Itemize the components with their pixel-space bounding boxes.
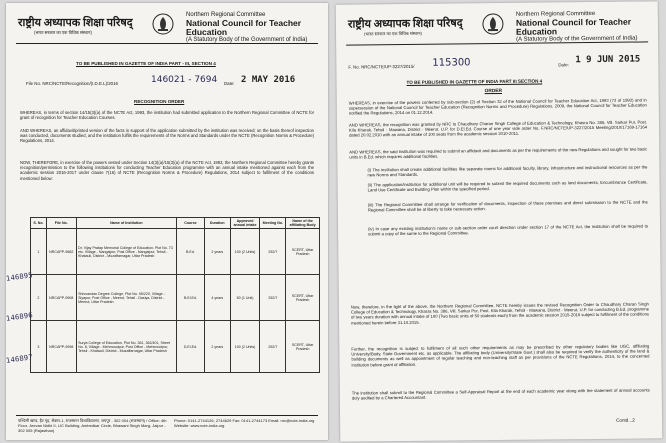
cell: B.El.Ed. bbox=[177, 275, 205, 321]
cell: 100 (2 Units) bbox=[230, 229, 260, 275]
paragraph-self-appraisal: The institution shall submit to the Regional Committee a Self-Appraisal Report at the end of each academic year along with the statement of annual accounts duly audited by a Chartered Accountant. bbox=[351, 387, 650, 401]
date-stamp: 2 MAY 2016 bbox=[241, 75, 296, 85]
handwritten-reference: 146021 - 7694 bbox=[151, 75, 218, 85]
date-label: Date: bbox=[558, 62, 569, 68]
document-page-2 bbox=[336, 1, 663, 441]
table-row bbox=[31, 275, 320, 321]
hindi-title: राष्ट्रीय अध्यापक शिक्षा परिषद् bbox=[347, 17, 463, 31]
col-intake: Approved annual intake bbox=[230, 218, 260, 229]
paragraph-1: WHEREAS, in terms of section 14/15(3)(a) of the NCTE Act, 1993, the institution had submitted application to the Northern Regional Committee of NCTE for grant of recognition for Teacher Education Courses. bbox=[20, 110, 314, 121]
cell: NRCAPP-9908 bbox=[46, 275, 76, 321]
col-affiliating-body: Name of the affiliating Body bbox=[286, 218, 320, 229]
english-letterhead bbox=[186, 12, 324, 44]
recognition-table bbox=[30, 217, 320, 373]
header-rule bbox=[16, 43, 318, 44]
col-file-no: File No. bbox=[46, 218, 76, 229]
cell: D.El.Ed. bbox=[177, 321, 205, 373]
condition-4: (iv) In case any existing institution's name or sub-section order court direction under section 17 of the NCTE Act, the institution shall be required to submit a copy of the same to the Regional Committee. bbox=[368, 223, 649, 237]
cell: 100 (2 Units) bbox=[230, 321, 260, 373]
margin-note-1: 146895 bbox=[6, 271, 34, 283]
paragraph-further: Further, the recognition is subject to fulfilment of all such other requirements as may be prescribed by other regulatory bodies like UGC, affiliating University/Body, State Government etc. as applicable. The affiliating body (University/State Govt.) shall also be required to verify the authenticity of the land & building documents as well as appointment of regular teaching and non-teaching staff as per provisions of the NCTE Regulations, 2014, to the concerned institution before grant of affiliation. bbox=[351, 343, 650, 368]
file-number: F. No. NRC/NCTE/UP-3227/2015/ bbox=[348, 63, 415, 70]
cell: 252/7 bbox=[260, 275, 286, 321]
cell: NRCAPP-9998 bbox=[46, 321, 76, 373]
cell: SCERT, Uttar Pradesh bbox=[286, 229, 320, 275]
gazette-line: TO BE PUBLISHED IN GAZETTE OF INDIA PART III SECTION 4 bbox=[406, 78, 543, 85]
document-page-1 bbox=[6, 3, 328, 440]
cell: 252/7 bbox=[260, 229, 286, 275]
order-title: RECOGNITION ORDER bbox=[134, 99, 185, 104]
cell: SCERT, Uttar Pradesh bbox=[286, 321, 320, 373]
cell: 2 years bbox=[204, 321, 230, 373]
cell: 1 bbox=[31, 229, 47, 275]
region-name: Northern Regional Committee bbox=[515, 10, 596, 18]
margin-note-2: 146896 bbox=[6, 311, 34, 323]
paragraph-2: AND WHEREAS, the recognition was granted by NRC to Chaudhary Charan Singh College of Education & Technology, Khasra No. 386, Vill. Sarkar Pur, Post. Kila Kharak, Tehsil - Mawana, District - Meerut, U.P. for D.El.Ed. Course of one year vide order No. F.NRC/NCTE/UP-3227/2015 Meeting/2010/17169-17164 dated 20.02.2010 with an annual intake of 100 seats from the academic session 2010-2011. bbox=[348, 119, 648, 138]
condition-2: (ii) The application/institution for additional unit will be required to submit the required documents such as land documents, Encumbrance Certificate, Land Use Certificate and Building Plan within the specified period. bbox=[367, 179, 648, 193]
condition-3: (iii) The Regional Committee shall arrange for verification of documents, inspection of these premises and direct submission to the NCTE and the Regional Committee shall be at liberty to take necessary action. bbox=[367, 199, 648, 213]
cell: 2 years bbox=[204, 229, 230, 275]
col-sno: S. No. bbox=[31, 218, 47, 229]
hindi-title: राष्ट्रीय अध्यापक शिक्षा परिषद् bbox=[18, 17, 133, 29]
letterhead bbox=[336, 5, 658, 42]
english-letterhead bbox=[516, 10, 654, 43]
margin-note-3: 146897 bbox=[6, 353, 34, 365]
org-subtitle: (A Statutory Body of the Government of India) bbox=[186, 37, 308, 43]
date-label: Date: bbox=[224, 81, 235, 86]
hindi-subtitle: (भारत सरकार का एक विधिक संस्थान) bbox=[34, 30, 92, 35]
table-row bbox=[31, 229, 320, 275]
col-institution: Name of Institution bbox=[76, 218, 176, 229]
cell: SCERT, Uttar Pradesh bbox=[286, 275, 320, 321]
ncte-emblem-icon bbox=[482, 13, 504, 35]
ncte-emblem-icon bbox=[152, 13, 174, 35]
footer-rule bbox=[16, 415, 318, 416]
order-title: ORDER bbox=[484, 88, 502, 95]
cell: 3 bbox=[31, 321, 47, 373]
handwritten-reference: 115300 bbox=[432, 57, 471, 69]
paragraph-2: AND WHEREAS, an affidavit/printed version of the facts in support of the application submitted by the institution was received; on the basis thereof inspection was conducted, documents studied, and the institution fulfils the requirements of the Norms and Standards under the NCTE (Recognition Norms & Procedure) Regulations, 2014. bbox=[20, 128, 314, 144]
condition-1: (i) The institution shall create additional facilities like separate rooms for additional faculty, library, infrastructure and instructional resources as per the new Norms and Standards. bbox=[367, 164, 648, 178]
paragraph-1: WHEREAS, in exercise of the powers conferred by sub-section (2) of Section 32 of the National Council for Teacher Education Act, 1993 (73 of 1993) and in supersession of the National Council for Teacher Education (Recognition Norms and Procedure) Regulations, 2009, the National Council for Teacher Education notified the Regulations, 2014 on 01.12.2014. bbox=[348, 97, 647, 116]
region-name: Northern Regional Committee bbox=[186, 12, 266, 18]
col-meeting: Meeting No. bbox=[260, 218, 286, 229]
org-name: National Council for Teacher Education bbox=[515, 16, 632, 37]
hindi-subtitle: (भारत सरकार का एक विधिक संस्थान) bbox=[364, 30, 422, 37]
col-duration: Duration bbox=[204, 218, 230, 229]
paragraph-3: AND WHEREAS, the said institution was required to submit an affidavit and documents as per the requirements of the new Regulations and sought for two basic units in B.Ed. which requires additional facilities. bbox=[349, 146, 648, 160]
cell: Dr. Vijay Pratap Memorial College of Education, Plot No. 73 etc. Village - Nangalpur, Post Office - Nangalpur, Tehsil - Khatauli, District - Muzaffarnagar, Uttar Pradesh bbox=[76, 229, 176, 275]
org-name: National Council for Teacher Education bbox=[186, 18, 302, 37]
letterhead bbox=[6, 7, 328, 41]
cell: 50 (1 Unit) bbox=[230, 275, 260, 321]
cell: Surya College of Education, Plot No. 361, 362/401, Street No. 8, Village - Mehmoodpur, Post Office - Mehmoodpur, Tehsil - Khatauli, District - Muzaffarnagar, Uttar Pradesh bbox=[76, 321, 176, 373]
file-number: File No. NRC/NCTE/Recognition/(I.D.E.L)/2016 bbox=[26, 81, 118, 86]
cell: 4 years bbox=[204, 275, 230, 321]
date-stamp: 1 9 JUN 2015 bbox=[575, 54, 641, 66]
col-course: Course bbox=[177, 218, 205, 229]
cell: 2 bbox=[31, 275, 47, 321]
org-subtitle: (A Statutory Body of the Government of India) bbox=[516, 35, 638, 43]
paragraph-now-therefore: Now, therefore, in the light of the above, the Northern Regional Committee, NCTE hereby issues the revised Recognition Order to Chaudhary Charan Singh College of Education & Technology, Khasra No. 386, Vill. Sarkar Pur, Post. Kila Kharak, Tehsil - Mawana, District - Meerut, U.P. for conducting B.Ed. programme of two years duration with annual intake of 100 (Two basic units of 50 students each) from the academic session 2015-2016 subject to fulfilment of the conditions mentioned herein before 31.10.2015. bbox=[350, 301, 650, 326]
gazette-line: TO BE PUBLISHED IN GAZETTE OF INDIA PART - III, SECTION 4 bbox=[76, 61, 216, 66]
footer-address: पश्चिमी खण्ड, हैट गृह, सेक्टर-1, राजस्थान विश्वविद्यालय, जयपुर - 302 004 (राजस्थान) / Office: 4th Floor, Jeevan Nidhi II, LIC Building, Ambedkar Circle, Bhawani Singh Marg, Jaipur - 302 005 (Rajasthan) bbox=[18, 418, 167, 433]
cell: B.Ed. bbox=[177, 229, 205, 275]
continued-marker: Contd...2 bbox=[616, 417, 635, 423]
table-row bbox=[31, 321, 320, 373]
paragraph-3: NOW, THEREFORE, in exercise of the powers vested under Section 14(3)(a)/15(3)(a) of the NCTE Act, 1993, the Northern Regional Committee hereby grants recognition/permission to the following institutions for conducting Teacher Education programme with an annual intake mentioned against each from the academic session 2016-2017 under clause 7(16) of NCTE (Recognition Norms & Procedure) Regulations, 2014 subject to fulfilment of the conditions mentioned below: bbox=[20, 160, 314, 181]
cell: 252/7 bbox=[260, 321, 286, 373]
cell: Shivnandan Degree College, Plot No. 95/220, Village - Siyapur, Post Office - Meerut, Tehsil - Dasiya, District - Meerut, Uttar Pradesh bbox=[76, 275, 176, 321]
table-header-row bbox=[31, 218, 320, 229]
footer-contact: Phone: 0141-2744126, 2744629 Fax: 0141-2744173 Email: nrc@ncte-india.org Website: www.ncte-india.org bbox=[174, 418, 315, 428]
cell: NRCAPP-9682 bbox=[46, 229, 76, 275]
